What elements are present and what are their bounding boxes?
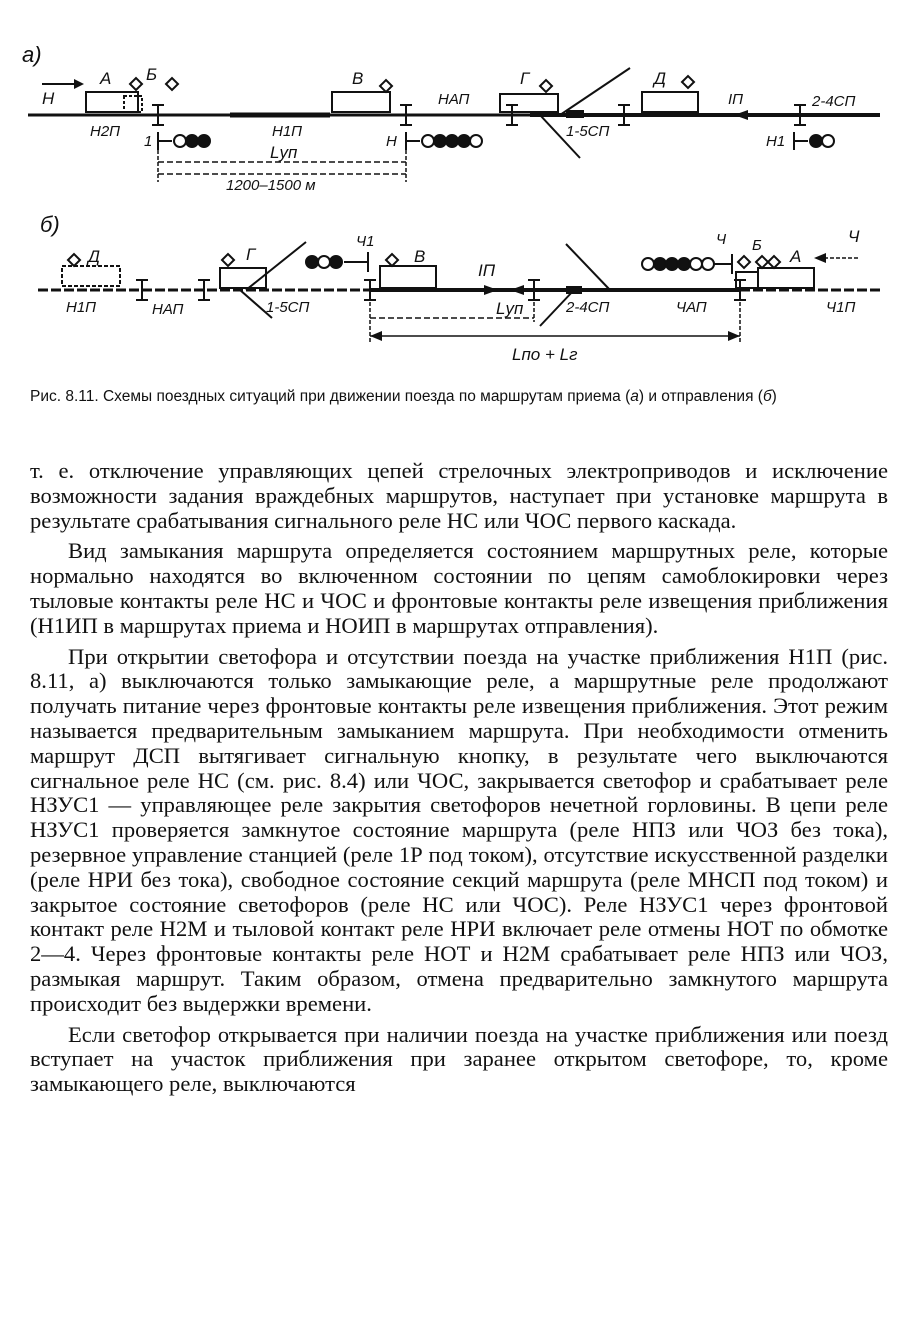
signal-a: А bbox=[100, 69, 112, 88]
figure-caption: Рис. 8.11. Схемы поездных ситуаций при движении поезда по маршрутам приема (а) и отправления (б) bbox=[30, 388, 777, 405]
body-text bbox=[30, 459, 888, 1103]
track-ip-b: IП bbox=[478, 261, 496, 280]
signal-v-b: В bbox=[414, 247, 426, 266]
signal-ch-b: Ч bbox=[716, 231, 727, 248]
approach-length-a: Lуп bbox=[270, 143, 298, 162]
track-2-4sp: 2-4СП bbox=[812, 93, 856, 110]
paragraph-3: При открытии светофора и отсутствии поезда на участке приближения Н1П (рис. 8.11, а) выключаются только замыкающие реле, а маршрутные реле продолжают получать питание через фронтовые контакты реле извещения приближения. Этот режим называется предварительным замыканием маршрута. При необходимости отменить маршрут ДСП вытягивает сигнальную кнопку, в результате чего выключаются сигнальное реле НС (см. рис. 8.4) или ЧОС, закрывается светофор и срабатывает реле НЗУС1 — управляющее реле закрытия светофоров нечетной горловины. В цепи реле НЗУС1 проверяется замкнутое состояние маршрута (реле НПЗ или ЧОЗ без тока), резервное управление станцией (реле 1Р под током), отсутствие искусственной разделки (реле НРИ без тока), свободное состояние секций маршрута (реле МНСП под током) и закрытое состояние светофоров (реле НС или ЧОС). Реле НЗУС1 через фронтовой контакт реле Н2М и тыловой контакт реле НРИ включает реле отмены НОТ по обмотке 2—4. Через фронтовые контакты реле НОТ и Н2М срабатывает реле НПЗ или ЧОЗ, размыкая маршрут. Таким образом, отмена предварительно замкнутого маршрута происходит без выдержки времени. bbox=[30, 643, 888, 1016]
signal-name-n1: Н1 bbox=[766, 133, 786, 150]
distance-a: 1200–1500 м bbox=[226, 177, 316, 194]
track-n1p-b: Н1П bbox=[66, 299, 97, 316]
sum-length-b: Lпо + Lг bbox=[512, 345, 578, 364]
track-n2p: Н2П bbox=[90, 123, 121, 140]
track-ip: IП bbox=[728, 91, 744, 108]
paragraph-4: Если светофор открывается при наличии поезда на участке приближения или поезд вступает на участок приближения при заранее открытом светофоре, то, кроме замыкающего реле, выключаются bbox=[30, 1021, 888, 1097]
diagram-b-label: б) bbox=[40, 212, 60, 237]
signal-b: Б bbox=[146, 65, 158, 84]
signal-g-b: Г bbox=[246, 245, 256, 264]
track-n1p: Н1П bbox=[272, 123, 303, 140]
paragraph-1: т. е. отключение управляющих цепей стрелочных электроприводов и исключение возможности задания враждебных маршрутов, наступает при установке маршрута в результате срабатывания сигнального реле НС или ЧОС первого каскада. bbox=[30, 458, 888, 533]
track-1-5sp: 1-5СП bbox=[566, 123, 610, 140]
approach-length-b: Lуп bbox=[496, 299, 524, 318]
signal-g: Г bbox=[520, 69, 530, 88]
track-nap-b: НАП bbox=[152, 301, 184, 318]
track-1-5sp-b: 1-5СП bbox=[266, 299, 310, 316]
diagram-a bbox=[22, 42, 880, 194]
figure-8-11 bbox=[0, 0, 922, 380]
track-2-4sp-b: 2-4СП bbox=[566, 299, 610, 316]
track-chap-b: ЧАП bbox=[676, 299, 707, 316]
signal-v: В bbox=[352, 69, 364, 88]
signal-name-1: 1 bbox=[144, 133, 153, 150]
diagram-b bbox=[38, 212, 880, 364]
signal-ch1-b: Ч1 bbox=[356, 233, 375, 250]
signal-b-b: Б bbox=[752, 237, 762, 254]
track-ch1p-b: Ч1П bbox=[826, 299, 856, 316]
entry-label-b: Ч bbox=[848, 227, 860, 246]
signal-name-n: Н bbox=[386, 133, 397, 150]
paragraph-2: Вид замыкания маршрута определяется состоянием маршрутных реле, которые нормально находятся во включенном состоянии по цепям самоблокировки через тыловые контакты реле НС и ЧОС и фронтовые контакты реле извещения приближения (Н1ИП в маршрутах приема и НОИП в маршрутах отправления). bbox=[30, 538, 888, 638]
signal-a-b: А bbox=[790, 247, 802, 266]
signal-d: Д bbox=[654, 69, 666, 88]
signal-d-b: Д bbox=[88, 247, 100, 266]
entry-label-a: Н bbox=[42, 89, 55, 108]
track-nap: НАП bbox=[438, 91, 470, 108]
diagram-a-label: а) bbox=[22, 42, 42, 67]
